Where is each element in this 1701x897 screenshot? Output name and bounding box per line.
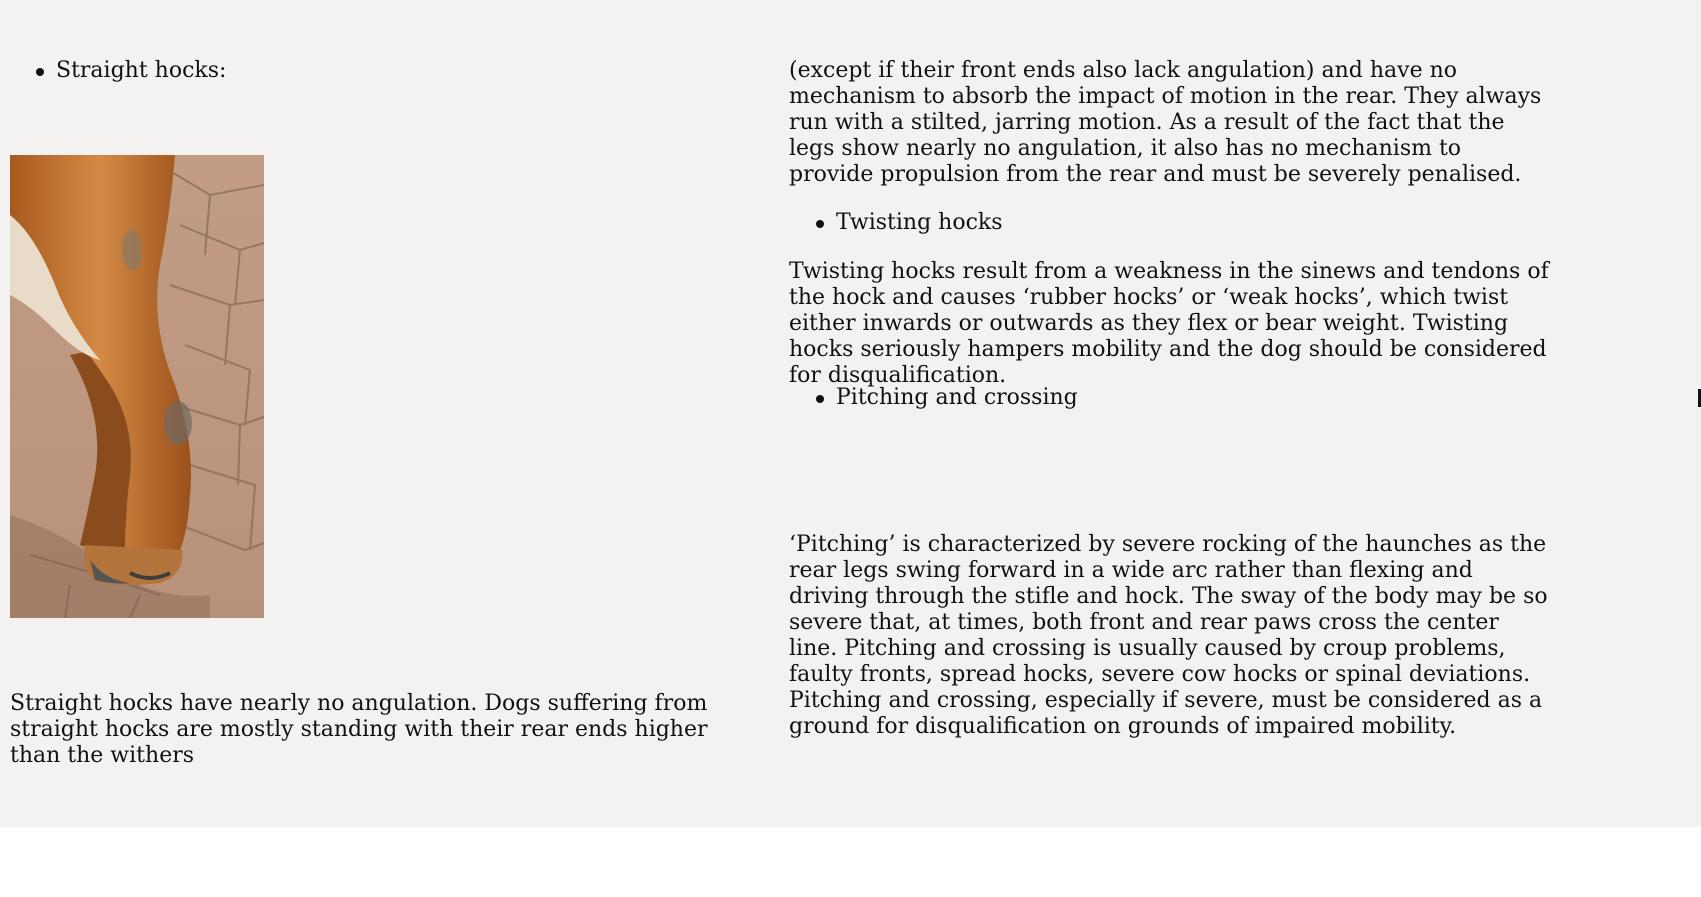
dog-hock-photo: [10, 155, 264, 618]
bullet-dot: [816, 395, 824, 403]
right-text-block-3: [789, 532, 1549, 740]
bullet-pitching-crossing-label: Pitching and crossing: [836, 385, 1078, 410]
bullet-straight-hocks: [56, 58, 226, 84]
right-text-block-1: [789, 58, 1549, 188]
left-text-block: [10, 691, 735, 769]
straight-hocks-paragraph: Straight hocks have nearly no angulation. Dogs suffering from straight hocks are mostly standing with their rear ends higher than the withers: [10, 691, 708, 768]
twisting-hocks-paragraph: Twisting hocks result from a weakness in the sinews and tendons of the hock and causes ‘rubber hocks’ or ‘weak hocks’, which twist either inwards or outwards as they flex or bear weight. Twisting hocks seriously hampers mobility and the dog should be considered for disqualification.: [789, 259, 1549, 388]
right-text-block-2: [789, 259, 1549, 389]
bullet-straight-hocks-label: Straight hocks:: [56, 58, 227, 83]
straight-hocks-continued-paragraph: (except if their front ends also lack angulation) and have no mechanism to absorb the impact of motion in the rear. They always run with a stilted, jarring motion. As a result of the fact that the legs show nearly no angulation, it also has no mechanism to provide propulsion from the rear and must be severely penalised.: [789, 58, 1542, 187]
bullet-dot: [36, 68, 44, 76]
bullet-pitching-crossing: [836, 385, 1078, 411]
bullet-dot: [816, 220, 824, 228]
page-bottom-band: [0, 827, 1701, 897]
bullet-twisting-hocks: [836, 210, 1003, 236]
pitching-crossing-paragraph: ‘Pitching’ is characterized by severe rocking of the haunches as the rear legs swing forward in a wide arc rather than flexing and driving through the stifle and hock. The sway of the body may be so severe that, at times, both front and rear paws cross the center line. Pitching and crossing is usually caused by croup problems, faulty fronts, spread hocks, severe cow hocks or spinal deviations. Pitching and crossing, especially if severe, must be considered as a ground for disqualification on grounds of impaired mobility.: [789, 532, 1548, 739]
bullet-twisting-hocks-label: Twisting hocks: [836, 210, 1003, 235]
